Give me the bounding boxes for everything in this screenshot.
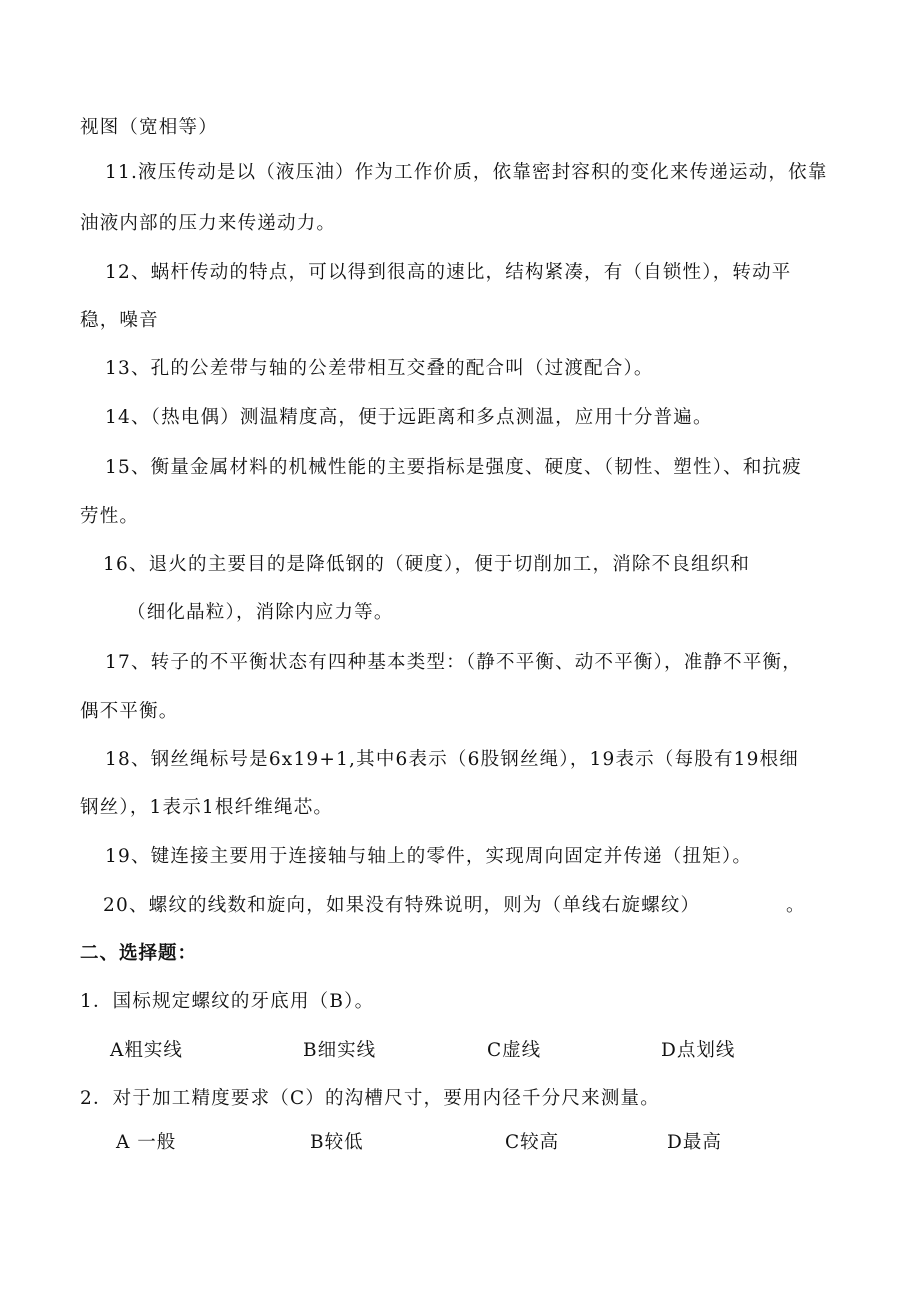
question-stem: 2．对于加工精度要求（C）的沟槽尺寸，要用内径千分尺来测量。 xyxy=(80,1088,660,1109)
option-c: C虚线 xyxy=(487,1040,542,1061)
option-a: A 一般 xyxy=(116,1132,177,1153)
continuation-text: 视图（宽相等） xyxy=(80,117,218,138)
question-line-period: 。 xyxy=(786,895,806,916)
question-line: 15、衡量金属材料的机械性能的主要指标是强度、硬度、（韧性、塑性）、和抗疲 xyxy=(105,457,802,478)
question-line: 油液内部的压力来传递动力。 xyxy=(80,213,337,234)
question-line: 20、螺纹的线数和旋向，如果没有特殊说明，则为（单线右旋螺纹） xyxy=(103,895,701,916)
option-d: D点划线 xyxy=(661,1040,736,1061)
question-line: 偶不平衡。 xyxy=(80,701,179,722)
question-line: （细化晶粒），消除内应力等。 xyxy=(127,602,394,623)
option-b: B细实线 xyxy=(303,1040,377,1061)
option-a: A粗实线 xyxy=(110,1040,183,1061)
question-line: 18、钢丝绳标号是6x19+1,其中6表示（6股钢丝绳），19表示（每股有19根细 xyxy=(105,749,800,770)
question-line: 劳性。 xyxy=(80,506,140,527)
question-line: 14、（热电偶）测温精度高，便于远距离和多点测温，应用十分普遍。 xyxy=(105,407,713,428)
question-line: 稳，噪音 xyxy=(80,310,159,331)
question-line: 13、孔的公差带与轴的公差带相互交叠的配合叫（过渡配合）。 xyxy=(105,358,654,379)
option-c: C较高 xyxy=(505,1132,560,1153)
option-b: B较低 xyxy=(310,1132,364,1153)
section-title: 二、选择题： xyxy=(80,943,198,964)
option-d: D最高 xyxy=(667,1132,722,1153)
question-line: 钢丝），1表示1根纤维绳芯。 xyxy=(80,797,334,818)
question-line: 16、退火的主要目的是降低钢的（硬度），便于切削加工，消除不良组织和 xyxy=(103,554,751,575)
question-line: 11.液压传动是以（液压油）作为工作价质，依靠密封容积的变化来传递运动，依靠 xyxy=(105,162,828,183)
question-line: 17、转子的不平衡状态有四种基本类型：（静不平衡、动不平衡），准静不平衡， xyxy=(105,652,802,673)
question-stem: 1．国标规定螺纹的牙底用（B）。 xyxy=(80,991,375,1012)
question-line: 19、键连接主要用于连接轴与轴上的零件，实现周向固定并传递（扭矩）。 xyxy=(105,846,753,867)
question-line: 12、蜗杆传动的特点，可以得到很高的速比，结构紧凑，有（自锁性），转动平 xyxy=(105,262,792,283)
